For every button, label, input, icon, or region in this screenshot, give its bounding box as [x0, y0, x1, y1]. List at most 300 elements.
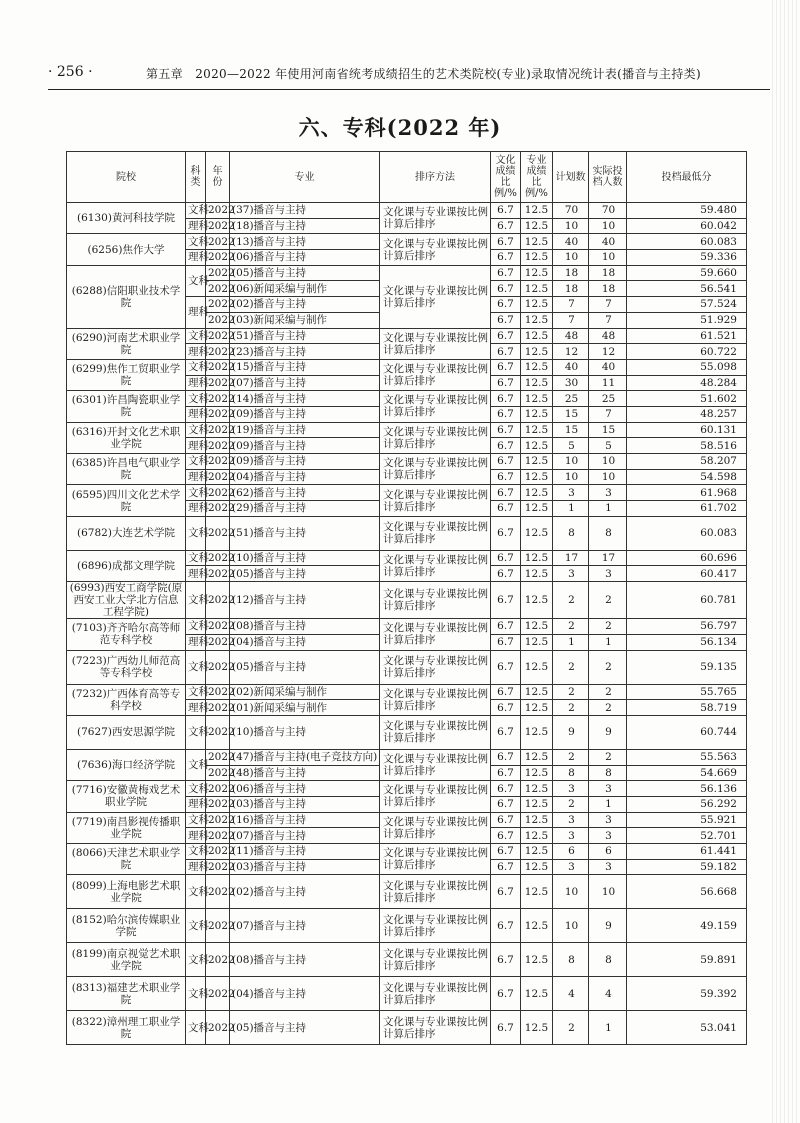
- plan-cell: 10: [553, 454, 589, 470]
- year-cell: 2022: [206, 234, 230, 250]
- table-row: [67, 943, 747, 977]
- min-score-cell: 58.207: [627, 454, 747, 470]
- ranking-method: 文化课与专业课按比例计算后排序: [380, 781, 491, 812]
- subject-cell: 理科: [186, 634, 206, 650]
- culture-ratio-cell: 6.7: [491, 250, 521, 266]
- admitted-cell: 70: [589, 203, 627, 219]
- major-cell: (18)播音与主持: [230, 218, 380, 234]
- culture-ratio-cell: 6.7: [491, 281, 521, 297]
- subject-cell: 文科: [186, 715, 206, 749]
- major-cell: (07)播音与主持: [230, 375, 380, 391]
- admitted-cell: 10: [589, 469, 627, 485]
- major-cell: (03)新闻采编与制作: [230, 312, 380, 328]
- table-row: [67, 582, 747, 619]
- year-cell: 2022: [206, 715, 230, 749]
- subject-cell: 理科: [186, 700, 206, 716]
- major-ratio-cell: 12.5: [521, 328, 553, 344]
- year-cell: 2022: [206, 375, 230, 391]
- major-cell: (09)播音与主持: [230, 406, 380, 422]
- admitted-cell: 5: [589, 438, 627, 454]
- min-score-cell: 56.292: [627, 796, 747, 812]
- plan-cell: 17: [553, 550, 589, 566]
- admitted-cell: 2: [589, 684, 627, 700]
- major-cell: (06)新闻采编与制作: [230, 281, 380, 297]
- admitted-cell: 3: [589, 828, 627, 844]
- min-score-cell: 55.921: [627, 812, 747, 828]
- subject-cell: 理科: [186, 859, 206, 875]
- major-ratio-cell: 12.5: [521, 454, 553, 470]
- min-score-cell: 60.696: [627, 550, 747, 566]
- min-score-cell: 60.781: [627, 582, 747, 619]
- subject-cell: 文科: [186, 391, 206, 407]
- subject-cell: 理科: [186, 297, 206, 328]
- header-rule: [48, 89, 770, 90]
- plan-cell: 4: [553, 977, 589, 1011]
- scan-edge-texture: [772, 0, 800, 1123]
- subject-cell: 文科: [186, 977, 206, 1011]
- major-ratio-cell: 12.5: [521, 859, 553, 875]
- min-score-cell: 56.134: [627, 634, 747, 650]
- school-name: (8313)福建艺术职业学院: [67, 977, 186, 1011]
- min-score-cell: 61.441: [627, 844, 747, 860]
- min-score-cell: 60.417: [627, 566, 747, 582]
- plan-cell: 10: [553, 909, 589, 943]
- ranking-method: 文化课与专业课按比例计算后排序: [380, 550, 491, 581]
- major-ratio-cell: 12.5: [521, 469, 553, 485]
- admitted-cell: 40: [589, 234, 627, 250]
- year-cell: 2022: [206, 781, 230, 797]
- subject-cell: 文科: [186, 516, 206, 550]
- ranking-method: 文化课与专业课按比例计算后排序: [380, 359, 491, 390]
- school-name: (8066)天津艺术职业学院: [67, 844, 186, 875]
- min-score-cell: 58.516: [627, 438, 747, 454]
- major-ratio-cell: 12.5: [521, 1011, 553, 1045]
- min-score-cell: 61.968: [627, 485, 747, 501]
- admitted-cell: 18: [589, 281, 627, 297]
- major-cell: (06)播音与主持: [230, 250, 380, 266]
- subject-cell: 理科: [186, 218, 206, 234]
- major-ratio-cell: 12.5: [521, 566, 553, 582]
- year-cell: 2022: [206, 438, 230, 454]
- culture-ratio-cell: 6.7: [491, 977, 521, 1011]
- running-head: [48, 62, 768, 84]
- major-cell: (07)播音与主持: [230, 828, 380, 844]
- culture-ratio-cell: 6.7: [491, 422, 521, 438]
- major-cell: (08)播音与主持: [230, 943, 380, 977]
- school-name: (6595)四川文化艺术学院: [67, 485, 186, 516]
- major-ratio-cell: 12.5: [521, 650, 553, 684]
- year-cell: 2022: [206, 859, 230, 875]
- culture-ratio-cell: 6.7: [491, 909, 521, 943]
- ranking-method: 文化课与专业课按比例计算后排序: [380, 977, 491, 1011]
- admitted-cell: 48: [589, 328, 627, 344]
- year-cell: 2022: [206, 634, 230, 650]
- table-row: [67, 812, 747, 828]
- subject-cell: 理科: [186, 438, 206, 454]
- culture-ratio-cell: 6.7: [491, 406, 521, 422]
- admitted-cell: 9: [589, 715, 627, 749]
- min-score-cell: 60.722: [627, 344, 747, 360]
- min-score-cell: 60.083: [627, 516, 747, 550]
- min-score-cell: 56.541: [627, 281, 747, 297]
- culture-ratio-cell: 6.7: [491, 650, 521, 684]
- min-score-cell: 56.797: [627, 619, 747, 635]
- major-ratio-cell: 12.5: [521, 406, 553, 422]
- subject-cell: 文科: [186, 781, 206, 797]
- year-cell: 2022: [206, 977, 230, 1011]
- ranking-method: 文化课与专业课按比例计算后排序: [380, 684, 491, 715]
- plan-cell: 9: [553, 715, 589, 749]
- ranking-method: 文化课与专业课按比例计算后排序: [380, 203, 491, 234]
- culture-ratio-cell: 6.7: [491, 218, 521, 234]
- plan-cell: 30: [553, 375, 589, 391]
- culture-ratio-cell: 6.7: [491, 634, 521, 650]
- subject-cell: 理科: [186, 375, 206, 391]
- min-score-cell: 61.702: [627, 501, 747, 517]
- plan-cell: 8: [553, 765, 589, 781]
- admitted-cell: 10: [589, 250, 627, 266]
- major-ratio-cell: 12.5: [521, 765, 553, 781]
- school-name: (6896)成都文理学院: [67, 550, 186, 581]
- culture-ratio-cell: 6.7: [491, 715, 521, 749]
- major-cell: (03)播音与主持: [230, 859, 380, 875]
- plan-cell: 1: [553, 634, 589, 650]
- year-cell: 2022: [206, 700, 230, 716]
- major-ratio-cell: 12.5: [521, 203, 553, 219]
- culture-ratio-cell: 6.7: [491, 344, 521, 360]
- admitted-cell: 15: [589, 422, 627, 438]
- culture-ratio-cell: 6.7: [491, 469, 521, 485]
- min-score-cell: 59.182: [627, 859, 747, 875]
- min-score-cell: 54.598: [627, 469, 747, 485]
- major-cell: (02)播音与主持: [230, 297, 380, 313]
- admitted-cell: 2: [589, 582, 627, 619]
- major-cell: (51)播音与主持: [230, 328, 380, 344]
- school-name: (7232)广西体育高等专科学校: [67, 684, 186, 715]
- year-cell: 2022: [206, 796, 230, 812]
- culture-ratio-cell: 6.7: [491, 828, 521, 844]
- culture-ratio-cell: 6.7: [491, 781, 521, 797]
- school-name: (7103)齐齐哈尔高等师范专科学校: [67, 619, 186, 650]
- ranking-method: 文化课与专业课按比例计算后排序: [380, 943, 491, 977]
- major-cell: (01)新闻采编与制作: [230, 700, 380, 716]
- table-row: [67, 485, 747, 501]
- min-score-cell: 48.257: [627, 406, 747, 422]
- major-cell: (04)播音与主持: [230, 977, 380, 1011]
- major-cell: (09)播音与主持: [230, 454, 380, 470]
- table-row: [67, 391, 747, 407]
- school-name: (6316)开封文化艺术职业学院: [67, 422, 186, 453]
- year-cell: 2022: [206, 765, 230, 781]
- plan-cell: 15: [553, 422, 589, 438]
- subject-cell: 文科: [186, 943, 206, 977]
- culture-ratio-cell: 6.7: [491, 516, 521, 550]
- min-score-cell: 55.765: [627, 684, 747, 700]
- major-ratio-cell: 12.5: [521, 344, 553, 360]
- school-name: (6299)焦作工贸职业学院: [67, 359, 186, 390]
- subject-cell: 文科: [186, 203, 206, 219]
- subject-cell: 理科: [186, 344, 206, 360]
- min-score-cell: 59.480: [627, 203, 747, 219]
- major-cell: (12)播音与主持: [230, 582, 380, 619]
- plan-cell: 2: [553, 749, 589, 765]
- school-name: (7223)广西幼儿师范高等专科学校: [67, 650, 186, 684]
- ranking-method: 文化课与专业课按比例计算后排序: [380, 715, 491, 749]
- table-row: [67, 650, 747, 684]
- major-ratio-cell: 12.5: [521, 977, 553, 1011]
- culture-ratio-cell: 6.7: [491, 684, 521, 700]
- plan-cell: 3: [553, 828, 589, 844]
- major-ratio-cell: 12.5: [521, 781, 553, 797]
- subject-cell: 文科: [186, 582, 206, 619]
- year-cell: 2022: [206, 844, 230, 860]
- major-cell: (02)新闻采编与制作: [230, 684, 380, 700]
- subject-cell: 文科: [186, 650, 206, 684]
- year-cell: 2022: [206, 391, 230, 407]
- major-ratio-cell: 12.5: [521, 438, 553, 454]
- major-ratio-cell: 12.5: [521, 582, 553, 619]
- col-school: 院校: [67, 152, 186, 203]
- year-cell: 2022: [206, 650, 230, 684]
- year-cell: 2022: [206, 328, 230, 344]
- table-row: [67, 359, 747, 375]
- admitted-cell: 3: [589, 781, 627, 797]
- plan-cell: 5: [553, 438, 589, 454]
- plan-cell: 10: [553, 250, 589, 266]
- table-row: [67, 749, 747, 765]
- school-name: (6288)信阳职业技术学院: [67, 265, 186, 328]
- col-admitted: 实际投档人数: [589, 152, 627, 203]
- major-cell: (06)播音与主持: [230, 781, 380, 797]
- admitted-cell: 11: [589, 375, 627, 391]
- culture-ratio-cell: 6.7: [491, 485, 521, 501]
- major-ratio-cell: 12.5: [521, 485, 553, 501]
- plan-cell: 2: [553, 582, 589, 619]
- subject-cell: 文科: [186, 422, 206, 438]
- min-score-cell: 61.521: [627, 328, 747, 344]
- min-score-cell: 59.660: [627, 265, 747, 281]
- year-cell: 2022: [206, 516, 230, 550]
- school-name: (8322)漳州理工职业学院: [67, 1011, 186, 1045]
- ranking-method: 文化课与专业课按比例计算后排序: [380, 1011, 491, 1045]
- subject-cell: 文科: [186, 550, 206, 566]
- year-cell: 2022: [206, 281, 230, 297]
- min-score-cell: 55.563: [627, 749, 747, 765]
- min-score-cell: 52.701: [627, 828, 747, 844]
- major-cell: (03)播音与主持: [230, 796, 380, 812]
- plan-cell: 40: [553, 234, 589, 250]
- subject-cell: 理科: [186, 501, 206, 517]
- ranking-method: 文化课与专业课按比例计算后排序: [380, 328, 491, 359]
- major-ratio-cell: 12.5: [521, 250, 553, 266]
- table-row: [67, 422, 747, 438]
- admitted-cell: 3: [589, 859, 627, 875]
- ranking-method: 文化课与专业课按比例计算后排序: [380, 650, 491, 684]
- major-cell: (16)播音与主持: [230, 812, 380, 828]
- major-ratio-cell: 12.5: [521, 619, 553, 635]
- culture-ratio-cell: 6.7: [491, 875, 521, 909]
- subject-cell: 理科: [186, 796, 206, 812]
- year-cell: 2022: [206, 875, 230, 909]
- plan-cell: 3: [553, 485, 589, 501]
- major-cell: (62)播音与主持: [230, 485, 380, 501]
- culture-ratio-cell: 6.7: [491, 203, 521, 219]
- subject-cell: 文科: [186, 844, 206, 860]
- min-score-cell: 59.135: [627, 650, 747, 684]
- table-row: [67, 550, 747, 566]
- subject-cell: 文科: [186, 619, 206, 635]
- school-name: (6256)焦作大学: [67, 234, 186, 265]
- plan-cell: 40: [553, 359, 589, 375]
- ranking-method: 文化课与专业课按比例计算后排序: [380, 265, 491, 328]
- subject-cell: 理科: [186, 566, 206, 582]
- major-ratio-cell: 12.5: [521, 812, 553, 828]
- major-ratio-cell: 12.5: [521, 391, 553, 407]
- culture-ratio-cell: 6.7: [491, 265, 521, 281]
- culture-ratio-cell: 6.7: [491, 328, 521, 344]
- plan-cell: 2: [553, 684, 589, 700]
- school-name: (8152)哈尔滨传媒职业学院: [67, 909, 186, 943]
- table-row: [67, 781, 747, 797]
- school-name: (6993)西安工商学院(原西安工业大学北方信息工程学院): [67, 582, 186, 619]
- major-ratio-cell: 12.5: [521, 234, 553, 250]
- major-cell: (04)播音与主持: [230, 469, 380, 485]
- major-ratio-cell: 12.5: [521, 844, 553, 860]
- admitted-cell: 8: [589, 516, 627, 550]
- subject-cell: 文科: [186, 1011, 206, 1045]
- table-row: [67, 328, 747, 344]
- year-cell: 2022: [206, 812, 230, 828]
- year-cell: 2022: [206, 566, 230, 582]
- ranking-method: 文化课与专业课按比例计算后排序: [380, 454, 491, 485]
- major-ratio-cell: 12.5: [521, 359, 553, 375]
- plan-cell: 70: [553, 203, 589, 219]
- major-ratio-cell: 12.5: [521, 796, 553, 812]
- year-cell: 2022: [206, 469, 230, 485]
- major-cell: (07)播音与主持: [230, 909, 380, 943]
- admitted-cell: 12: [589, 344, 627, 360]
- plan-cell: 10: [553, 218, 589, 234]
- admitted-cell: 7: [589, 297, 627, 313]
- admitted-cell: 7: [589, 312, 627, 328]
- subject-cell: 文科: [186, 454, 206, 470]
- table-row: [67, 977, 747, 1011]
- major-cell: (10)播音与主持: [230, 550, 380, 566]
- plan-cell: 7: [553, 312, 589, 328]
- ranking-method: 文化课与专业课按比例计算后排序: [380, 749, 491, 780]
- subject-cell: 文科: [186, 875, 206, 909]
- col-culture-ratio: 文化成绩比例/%: [491, 152, 521, 203]
- table-row: [67, 875, 747, 909]
- year-cell: 2022: [206, 550, 230, 566]
- year-cell: 2022: [206, 422, 230, 438]
- min-score-cell: 60.744: [627, 715, 747, 749]
- major-cell: (02)播音与主持: [230, 875, 380, 909]
- page-number: · 256 ·: [48, 64, 93, 80]
- major-ratio-cell: 12.5: [521, 550, 553, 566]
- min-score-cell: 60.083: [627, 234, 747, 250]
- admitted-cell: 2: [589, 749, 627, 765]
- admitted-cell: 17: [589, 550, 627, 566]
- year-cell: 2022: [206, 406, 230, 422]
- culture-ratio-cell: 6.7: [491, 796, 521, 812]
- min-score-cell: 56.668: [627, 875, 747, 909]
- culture-ratio-cell: 6.7: [491, 501, 521, 517]
- year-cell: 2022: [206, 501, 230, 517]
- col-plan: 计划数: [553, 152, 589, 203]
- year-cell: 2022: [206, 909, 230, 943]
- year-cell: 2022: [206, 344, 230, 360]
- admitted-cell: 1: [589, 634, 627, 650]
- table-row: [67, 844, 747, 860]
- culture-ratio-cell: 6.7: [491, 566, 521, 582]
- year-cell: 2022: [206, 312, 230, 328]
- school-name: (7716)安徽黄梅戏艺术职业学院: [67, 781, 186, 812]
- major-cell: (04)播音与主持: [230, 634, 380, 650]
- col-major-ratio: 专业成绩比例/%: [521, 152, 553, 203]
- school-name: (8099)上海电影艺术职业学院: [67, 875, 186, 909]
- subject-cell: 理科: [186, 250, 206, 266]
- admitted-cell: 7: [589, 406, 627, 422]
- year-cell: 2022: [206, 828, 230, 844]
- school-name: (6301)许昌陶瓷职业学院: [67, 391, 186, 422]
- table-row: [67, 619, 747, 635]
- year-cell: 2022: [206, 250, 230, 266]
- admitted-cell: 18: [589, 265, 627, 281]
- min-score-cell: 49.159: [627, 909, 747, 943]
- major-cell: (29)播音与主持: [230, 501, 380, 517]
- admitted-cell: 25: [589, 391, 627, 407]
- ranking-method: 文化课与专业课按比例计算后排序: [380, 844, 491, 875]
- admitted-cell: 1: [589, 501, 627, 517]
- table-row: [67, 909, 747, 943]
- major-cell: (05)播音与主持: [230, 1011, 380, 1045]
- major-ratio-cell: 12.5: [521, 297, 553, 313]
- year-cell: 2022: [206, 297, 230, 313]
- major-ratio-cell: 12.5: [521, 875, 553, 909]
- major-ratio-cell: 12.5: [521, 516, 553, 550]
- ranking-method: 文化课与专业课按比例计算后排序: [380, 875, 491, 909]
- admitted-cell: 8: [589, 765, 627, 781]
- admitted-cell: 1: [589, 796, 627, 812]
- culture-ratio-cell: 6.7: [491, 438, 521, 454]
- major-cell: (19)播音与主持: [230, 422, 380, 438]
- subject-cell: 文科: [186, 234, 206, 250]
- major-cell: (14)播音与主持: [230, 391, 380, 407]
- col-min-score: 投档最低分: [627, 152, 747, 203]
- major-ratio-cell: 12.5: [521, 700, 553, 716]
- plan-cell: 1: [553, 501, 589, 517]
- min-score-cell: 53.041: [627, 1011, 747, 1045]
- culture-ratio-cell: 6.7: [491, 1011, 521, 1045]
- admitted-cell: 2: [589, 650, 627, 684]
- min-score-cell: 48.284: [627, 375, 747, 391]
- admitted-cell: 2: [589, 619, 627, 635]
- table-row: [67, 684, 747, 700]
- col-method: 排序方法: [380, 152, 491, 203]
- min-score-cell: 59.891: [627, 943, 747, 977]
- plan-cell: 2: [553, 796, 589, 812]
- major-ratio-cell: 12.5: [521, 218, 553, 234]
- admitted-cell: 10: [589, 218, 627, 234]
- year-cell: 2022: [206, 359, 230, 375]
- admitted-cell: 4: [589, 977, 627, 1011]
- admitted-cell: 9: [589, 909, 627, 943]
- year-cell: 2022: [206, 684, 230, 700]
- min-score-cell: 56.136: [627, 781, 747, 797]
- school-name: (7627)西安思源学院: [67, 715, 186, 749]
- year-cell: 2022: [206, 218, 230, 234]
